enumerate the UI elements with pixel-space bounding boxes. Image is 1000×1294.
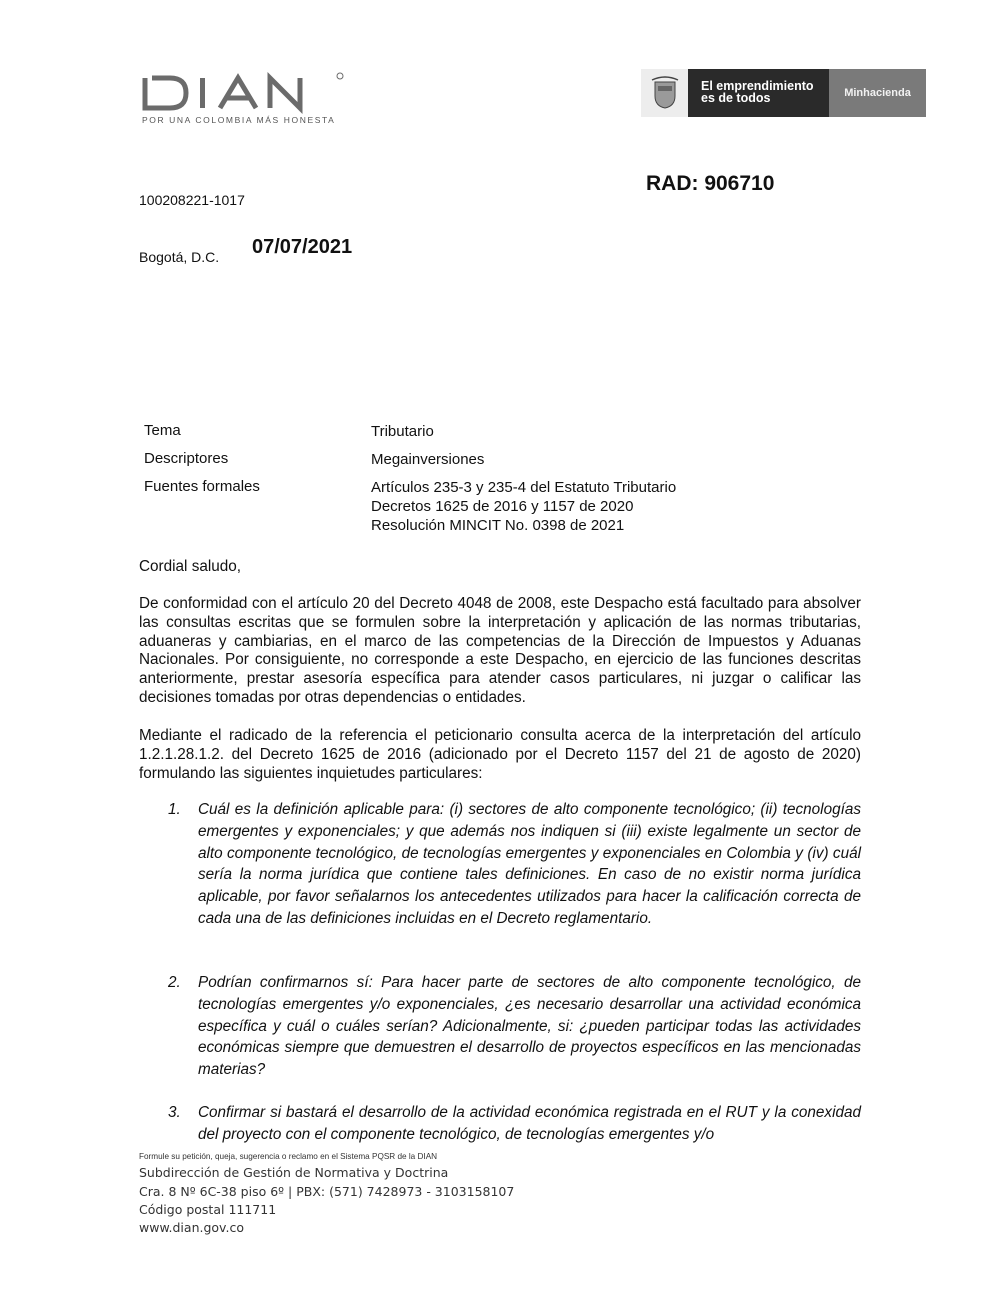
reference-number: 100208221-1017 [139, 192, 245, 208]
rad-number: RAD: 906710 [646, 172, 775, 195]
government-banner [641, 69, 926, 117]
fuente-item: Decretos 1625 de 2016 y 1157 de 2020 [371, 498, 634, 515]
question-number: 1. [168, 801, 181, 818]
tema-value: Tributario [371, 423, 434, 440]
government-slogan: El emprendimiento es de todos [688, 69, 829, 117]
question-text: Podrían confirmarnos sí: Para hacer parte de sectores de alto componente tecnológico, de tecnologías emergentes y/o exponenciales, ¿es necesario desarrollar una actividad económica específica y cuál o cuáles serían? Adicionalmente, si: ¿pueden participar todas las actividades económicas siempre que demuestren el desarrollo de proyectos específicos en las mencionadas materias? [198, 974, 861, 1079]
descriptores-value: Megainversiones [371, 451, 485, 468]
footer-postal: Código postal 111711 [139, 1202, 277, 1217]
document-date: 07/07/2021 [252, 236, 353, 258]
question-text: Cuál es la definición aplicable para: (i) sectores de alto componente tecnológico; (ii) tecnologías emergentes y exponenciales; y que además nos indiquen si (iii) existe legalmente un sector de alto componente tecnológico, de tecnologías emergentes y exponenciales en Colombia y (iv) cuál sería la norma jurídica que contiene tales definiciones. En caso de no existir norma jurídica aplicable, por favor señalarnos los antecedentes utilizados para hacer la calificación correcta de cada una de las definiciones incluidas en el Decreto reglamentario. [198, 801, 861, 927]
fuente-item: Artículos 235-3 y 235-4 del Estatuto Tributario [371, 479, 677, 496]
footer-office: Subdirección de Gestión de Normativa y Doctrina [139, 1165, 449, 1180]
footer-address: Cra. 8 Nº 6C-38 piso 6º | PBX: (571) 7428973 - 3103158107 [139, 1184, 515, 1199]
paragraph: Mediante el radicado de la referencia el peticionario consulta acerca de la interpretación del artículo 1.2.1.28.1.2. del Decreto 1625 de 2016 (adicionado por el Decreto 1157 del 21 de agosto de 2020) formulando las siguientes inquietudes particulares: [139, 727, 861, 782]
greeting: Cordial saludo, [139, 558, 242, 575]
fuentes-values [371, 478, 676, 535]
fuentes-label: Fuentes formales [144, 478, 260, 495]
tema-label: Tema [144, 422, 181, 439]
question-number: 3. [168, 1104, 181, 1121]
fuente-item: Resolución MINCIT No. 0398 de 2021 [371, 517, 625, 534]
footer-note: Formule su petición, queja, sugerencia o reclamo en el Sistema PQSR de la DIAN [139, 1152, 438, 1161]
city: Bogotá, D.C. [139, 249, 220, 265]
footer-website[interactable]: www.dian.gov.co [139, 1220, 244, 1235]
question-text: Confirmar si bastará el desarrollo de la actividad económica registrada en el RUT y la conexidad del proyecto con el componente tecnológico, de tecnologías emergentes y/o [198, 1104, 861, 1143]
question-number: 2. [168, 974, 181, 991]
descriptores-label: Descriptores [144, 450, 229, 467]
dian-tagline: POR UNA COLOMBIA MÁS HONESTA [142, 115, 336, 125]
ministry-label: Minhacienda [829, 69, 926, 117]
paragraph: De conformidad con el artículo 20 del Decreto 4048 de 2008, este Despacho está facultado para absolver las consultas escritas que se formulen sobre la interpretación y aplicación de las normas tributarias, aduaneras y cambiarias, en el marco de las competencias de la Dirección de Impuestos y Aduanas Nacionales. Por consiguiente, no corresponde a este Despacho, en ejercicio de las funciones descritas anteriormente, prestar asesoría específica para atender casos particulares, ni juzgar o calificar las decisiones tomadas por otras dependencias o entidades. [139, 595, 861, 706]
coat-of-arms-icon [641, 69, 688, 117]
